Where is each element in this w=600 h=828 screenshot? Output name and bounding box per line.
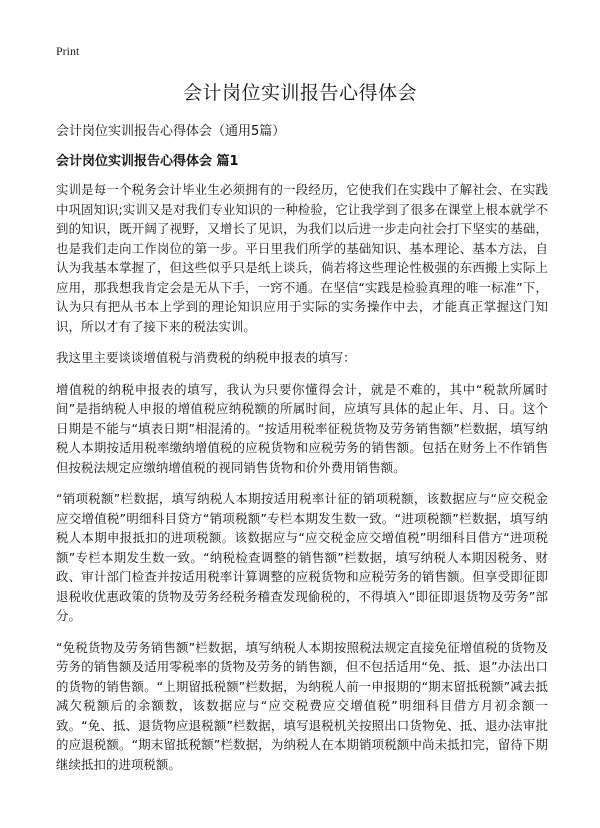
paragraph-5: “免税货物及劳务销售额”栏数据，填写纳税人本期按照税法规定直接免征增值税的货物及劳务的销售额及适用零税率的货物及劳务的销售额，但不包括适用“免、抵、退”办法出口的货物的销售额。“上期留抵税额”栏数据，为纳税人前一申报期的“期末留抵税额”减去抵减欠税额后的余额数，该数据应与“应交税费应交增值税”明细科目借方月初余额一致。“免、抵、退货物应退税额”栏数据，填写退税机关按照出口货物免、抵、退办法审批的应退税额。“期末留抵税额”栏数据，为纳税人在本期销项税额中尚未抵扣完，留待下期继续抵扣的进项税额。 <box>56 639 548 772</box>
paragraph-2: 我这里主要谈谈增值税与消费税的纳税申报表的填写： <box>56 350 356 365</box>
body-text <box>56 180 548 786</box>
paragraph-3: 增值税的纳税申报表的填写，我认为只要你懂得会计，就是不难的，其中“税款所属时间”是指纳税人申报的增值税应纳税额的所属时间，应填写具体的起止年、月、日。这个日期是不能与“填表日期”相混淆的。“按适用税率征税货物及劳务销售额”栏数据，填写纳税人本期按适用税率缴纳增值税的应税货物和应税劳务的销售额。包括在财务上不作销售但按税法规定应缴纳增值税的视同销售货物和价外费用销售额。 <box>56 381 548 475</box>
paragraph-1: 实训是每一个税务会计毕业生必须拥有的一段经历，它使我们在实践中了解社会、在实践中巩固知识;实训又是对我们专业知识的一种检验，它让我学到了很多在课堂上根本就学不到的知识，既开阔了视野，又增长了见识，为我们以后进一步走向社会打下坚实的基础，也是我们走向工作岗位的第一步。平日里我们所学的基础知识、基本理论、基本方法，自认为我基本掌握了，但这些似乎只是纸上谈兵，倘若将这些理论性极强的东西搬上实际上应用，那我想我肯定会是无从下手，一窍不通。在坚信“实践是检验真理的唯一标准”下，认为只有把从书本上学到的理论知识应用于实际的实务操作中去，才能真正掌握这门知识，所以才有了接下来的税法实训。 <box>56 182 548 334</box>
paragraph-4: “销项税额”栏数据，填写纳税人本期按适用税率计征的销项税额，该数据应与“应交税金应交增值税”明细科目贷方“销项税额”专栏本期发生数一致。“进项税额”栏数据，填写纳税人本期申报抵扣的进项税额。该数据应与“应交税金应交增值税”明细科目借方“进项税额”专栏本期发生数一致。“纳税检查调整的销售额”栏数据，填写纳税人本期因税务、财政、审计部门检查并按适用税率计算调整的应税货物和应税劳务的销售额。但享受即征即退税收优惠政策的货物及劳务经税务稽查发现偷税的，不得填入“即征即退货物及劳务”部分。 <box>56 491 548 623</box>
print-link[interactable]: Print <box>56 44 80 58</box>
section-heading: 会计岗位实训报告心得体会 篇1 <box>56 154 239 169</box>
document-title: 会计岗位实训报告心得体会 <box>182 82 417 104</box>
document-subtitle: 会计岗位实训报告心得体会（通用5篇） <box>56 124 286 139</box>
